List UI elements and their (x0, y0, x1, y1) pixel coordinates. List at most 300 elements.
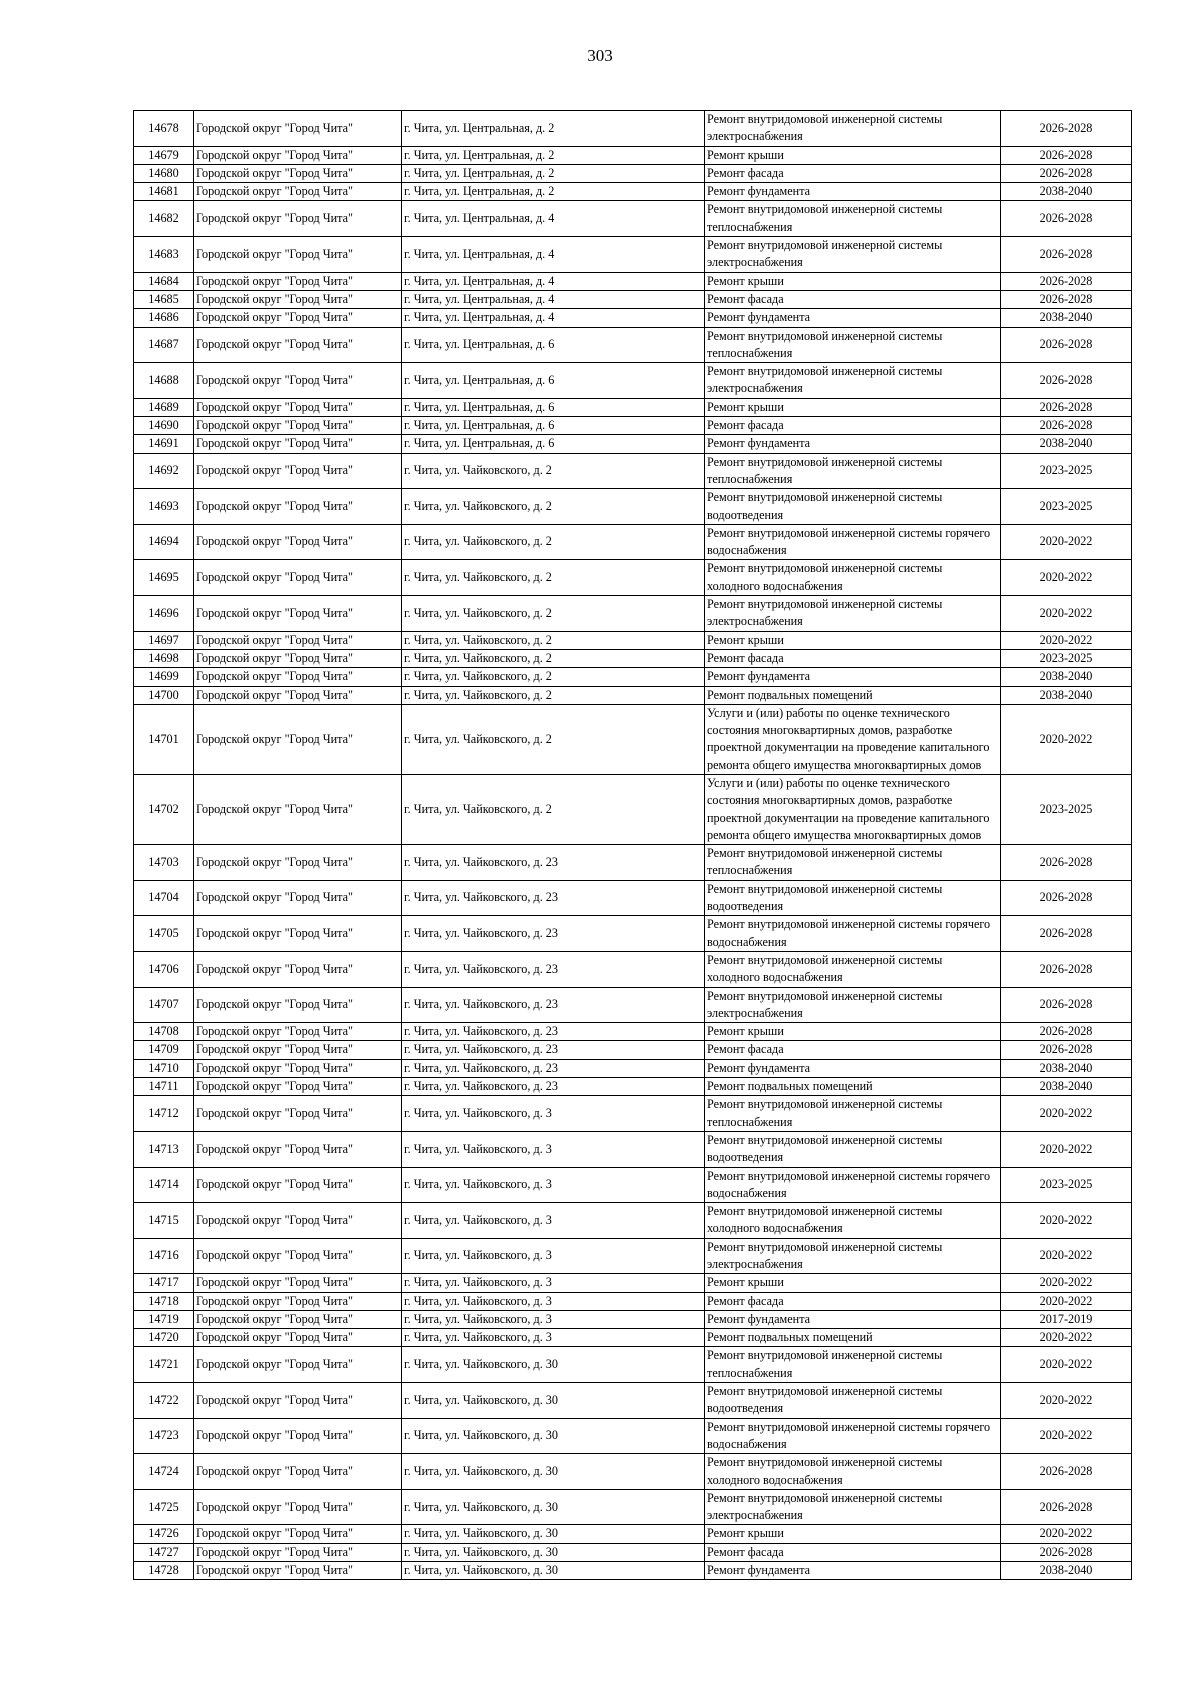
municipality-cell: Городской округ "Город Чита" (194, 1525, 402, 1543)
row-number-cell: 14705 (134, 916, 194, 952)
address-cell: г. Чита, ул. Чайковского, д. 23 (402, 1023, 705, 1041)
work-type-cell: Ремонт крыши (705, 631, 1001, 649)
address-cell: г. Чита, ул. Чайковского, д. 3 (402, 1096, 705, 1132)
work-type-cell: Ремонт крыши (705, 1274, 1001, 1292)
work-type-cell: Ремонт внутридомовой инженерной системы горячего водоснабжения (705, 1167, 1001, 1203)
row-number-cell: 14703 (134, 845, 194, 881)
municipality-cell: Городской округ "Город Чита" (194, 453, 402, 489)
table-row (134, 951, 1132, 987)
municipality-cell: Городской округ "Город Чита" (194, 327, 402, 363)
address-cell: г. Чита, ул. Центральная, д. 4 (402, 201, 705, 237)
address-cell: г. Чита, ул. Чайковского, д. 30 (402, 1347, 705, 1383)
period-cell: 2017-2019 (1001, 1310, 1132, 1328)
table-row (134, 1489, 1132, 1525)
table-row (134, 1167, 1132, 1203)
table-row (134, 668, 1132, 686)
row-number-cell: 14680 (134, 164, 194, 182)
row-number-cell: 14695 (134, 560, 194, 596)
municipality-cell: Городской округ "Город Чита" (194, 596, 402, 632)
period-cell: 2020-2022 (1001, 1096, 1132, 1132)
address-cell: г. Чита, ул. Чайковского, д. 2 (402, 686, 705, 704)
municipality-cell: Городской округ "Город Чита" (194, 1131, 402, 1167)
table-row (134, 111, 1132, 147)
row-number-cell: 14719 (134, 1310, 194, 1328)
work-type-cell: Ремонт фундамента (705, 668, 1001, 686)
municipality-cell: Городской округ "Город Чита" (194, 649, 402, 667)
period-cell: 2026-2028 (1001, 111, 1132, 147)
repair-schedule-table (133, 110, 1132, 1580)
table-row (134, 845, 1132, 881)
table-row (134, 146, 1132, 164)
work-type-cell: Ремонт фасада (705, 164, 1001, 182)
municipality-cell: Городской округ "Город Чита" (194, 631, 402, 649)
table-row (134, 363, 1132, 399)
table-row (134, 1292, 1132, 1310)
row-number-cell: 14679 (134, 146, 194, 164)
address-cell: г. Чита, ул. Чайковского, д. 23 (402, 1059, 705, 1077)
work-type-cell: Ремонт внутридомовой инженерной системы электроснабжения (705, 237, 1001, 273)
row-number-cell: 14704 (134, 880, 194, 916)
work-type-cell: Ремонт внутридомовой инженерной системы водоотведения (705, 489, 1001, 525)
table-row (134, 1059, 1132, 1077)
period-cell: 2026-2028 (1001, 845, 1132, 881)
address-cell: г. Чита, ул. Чайковского, д. 2 (402, 596, 705, 632)
period-cell: 2020-2022 (1001, 631, 1132, 649)
address-cell: г. Чита, ул. Центральная, д. 4 (402, 237, 705, 273)
address-cell: г. Чита, ул. Чайковского, д. 2 (402, 774, 705, 844)
row-number-cell: 14717 (134, 1274, 194, 1292)
municipality-cell: Городской округ "Город Чита" (194, 1238, 402, 1274)
address-cell: г. Чита, ул. Чайковского, д. 23 (402, 987, 705, 1023)
period-cell: 2026-2028 (1001, 916, 1132, 952)
address-cell: г. Чита, ул. Центральная, д. 6 (402, 417, 705, 435)
row-number-cell: 14711 (134, 1078, 194, 1096)
work-type-cell: Ремонт фасада (705, 1292, 1001, 1310)
address-cell: г. Чита, ул. Чайковского, д. 3 (402, 1329, 705, 1347)
address-cell: г. Чита, ул. Центральная, д. 4 (402, 309, 705, 327)
work-type-cell: Ремонт фундамента (705, 183, 1001, 201)
period-cell: 2020-2022 (1001, 1525, 1132, 1543)
address-cell: г. Чита, ул. Чайковского, д. 23 (402, 951, 705, 987)
work-type-cell: Ремонт внутридомовой инженерной системы электроснабжения (705, 1238, 1001, 1274)
work-type-cell: Ремонт внутридомовой инженерной системы холодного водоснабжения (705, 1203, 1001, 1239)
period-cell: 2038-2040 (1001, 1059, 1132, 1077)
address-cell: г. Чита, ул. Чайковского, д. 30 (402, 1383, 705, 1419)
address-cell: г. Чита, ул. Центральная, д. 6 (402, 435, 705, 453)
row-number-cell: 14694 (134, 524, 194, 560)
municipality-cell: Городской округ "Город Чита" (194, 1347, 402, 1383)
municipality-cell: Городской округ "Город Чита" (194, 290, 402, 308)
period-cell: 2038-2040 (1001, 309, 1132, 327)
table-row (134, 237, 1132, 273)
municipality-cell: Городской округ "Город Чита" (194, 111, 402, 147)
table-row (134, 524, 1132, 560)
work-type-cell: Ремонт внутридомовой инженерной системы холодного водоснабжения (705, 560, 1001, 596)
table-row (134, 560, 1132, 596)
municipality-cell: Городской округ "Город Чита" (194, 1292, 402, 1310)
work-type-cell: Ремонт внутридомовой инженерной системы электроснабжения (705, 596, 1001, 632)
period-cell: 2023-2025 (1001, 453, 1132, 489)
table-row (134, 1454, 1132, 1490)
period-cell: 2026-2028 (1001, 1023, 1132, 1041)
table-row (134, 1274, 1132, 1292)
row-number-cell: 14708 (134, 1023, 194, 1041)
address-cell: г. Чита, ул. Чайковского, д. 23 (402, 1041, 705, 1059)
work-type-cell: Ремонт фасада (705, 1543, 1001, 1561)
row-number-cell: 14702 (134, 774, 194, 844)
address-cell: г. Чита, ул. Центральная, д. 2 (402, 164, 705, 182)
table-row (134, 1310, 1132, 1328)
table-row (134, 1023, 1132, 1041)
row-number-cell: 14722 (134, 1383, 194, 1419)
row-number-cell: 14724 (134, 1454, 194, 1490)
municipality-cell: Городской округ "Город Чита" (194, 524, 402, 560)
municipality-cell: Городской округ "Город Чита" (194, 1203, 402, 1239)
period-cell: 2020-2022 (1001, 1418, 1132, 1454)
municipality-cell: Городской округ "Город Чита" (194, 1059, 402, 1077)
address-cell: г. Чита, ул. Центральная, д. 2 (402, 111, 705, 147)
row-number-cell: 14712 (134, 1096, 194, 1132)
period-cell: 2020-2022 (1001, 1131, 1132, 1167)
address-cell: г. Чита, ул. Чайковского, д. 2 (402, 524, 705, 560)
municipality-cell: Городской округ "Город Чита" (194, 237, 402, 273)
work-type-cell: Ремонт внутридомовой инженерной системы водоотведения (705, 880, 1001, 916)
row-number-cell: 14716 (134, 1238, 194, 1274)
table-body (134, 111, 1132, 1580)
table-row (134, 1347, 1132, 1383)
municipality-cell: Городской округ "Город Чита" (194, 398, 402, 416)
table-row (134, 398, 1132, 416)
municipality-cell: Городской округ "Город Чита" (194, 1274, 402, 1292)
work-type-cell: Ремонт внутридомовой инженерной системы горячего водоснабжения (705, 524, 1001, 560)
work-type-cell: Ремонт крыши (705, 1023, 1001, 1041)
table-row (134, 489, 1132, 525)
address-cell: г. Чита, ул. Чайковского, д. 30 (402, 1454, 705, 1490)
municipality-cell: Городской округ "Город Чита" (194, 1096, 402, 1132)
address-cell: г. Чита, ул. Чайковского, д. 3 (402, 1274, 705, 1292)
municipality-cell: Городской округ "Город Чита" (194, 1329, 402, 1347)
address-cell: г. Чита, ул. Центральная, д. 6 (402, 398, 705, 416)
period-cell: 2023-2025 (1001, 649, 1132, 667)
row-number-cell: 14700 (134, 686, 194, 704)
table-row (134, 290, 1132, 308)
municipality-cell: Городской округ "Город Чита" (194, 164, 402, 182)
row-number-cell: 14693 (134, 489, 194, 525)
table-row (134, 417, 1132, 435)
work-type-cell: Ремонт подвальных помещений (705, 1329, 1001, 1347)
work-type-cell: Ремонт фундамента (705, 309, 1001, 327)
row-number-cell: 14727 (134, 1543, 194, 1561)
table-row (134, 1078, 1132, 1096)
table-row (134, 1131, 1132, 1167)
work-type-cell: Ремонт крыши (705, 398, 1001, 416)
period-cell: 2026-2028 (1001, 272, 1132, 290)
row-number-cell: 14721 (134, 1347, 194, 1383)
address-cell: г. Чита, ул. Чайковского, д. 3 (402, 1310, 705, 1328)
period-cell: 2026-2028 (1001, 164, 1132, 182)
period-cell: 2026-2028 (1001, 1489, 1132, 1525)
period-cell: 2038-2040 (1001, 668, 1132, 686)
table-row (134, 1041, 1132, 1059)
work-type-cell: Ремонт подвальных помещений (705, 686, 1001, 704)
row-number-cell: 14718 (134, 1292, 194, 1310)
table-row (134, 272, 1132, 290)
address-cell: г. Чита, ул. Центральная, д. 4 (402, 290, 705, 308)
period-cell: 2026-2028 (1001, 880, 1132, 916)
address-cell: г. Чита, ул. Чайковского, д. 23 (402, 916, 705, 952)
row-number-cell: 14715 (134, 1203, 194, 1239)
table-row (134, 1203, 1132, 1239)
row-number-cell: 14720 (134, 1329, 194, 1347)
table-row (134, 183, 1132, 201)
period-cell: 2020-2022 (1001, 596, 1132, 632)
period-cell: 2020-2022 (1001, 1203, 1132, 1239)
row-number-cell: 14725 (134, 1489, 194, 1525)
address-cell: г. Чита, ул. Чайковского, д. 30 (402, 1418, 705, 1454)
table-row (134, 686, 1132, 704)
row-number-cell: 14678 (134, 111, 194, 147)
table-row (134, 631, 1132, 649)
row-number-cell: 14683 (134, 237, 194, 273)
row-number-cell: 14697 (134, 631, 194, 649)
address-cell: г. Чита, ул. Чайковского, д. 2 (402, 649, 705, 667)
table-row (134, 1525, 1132, 1543)
work-type-cell: Ремонт фундамента (705, 1059, 1001, 1077)
address-cell: г. Чита, ул. Центральная, д. 2 (402, 146, 705, 164)
row-number-cell: 14688 (134, 363, 194, 399)
work-type-cell: Ремонт фасада (705, 417, 1001, 435)
work-type-cell: Услуги и (или) работы по оценке технического состояния многоквартирных домов, разработке проектной документации на проведение капитального ремонта общего имущества многоквартирных домов (705, 774, 1001, 844)
address-cell: г. Чита, ул. Чайковского, д. 23 (402, 1078, 705, 1096)
municipality-cell: Городской округ "Город Чита" (194, 880, 402, 916)
period-cell: 2026-2028 (1001, 290, 1132, 308)
period-cell: 2020-2022 (1001, 524, 1132, 560)
municipality-cell: Городской округ "Город Чита" (194, 845, 402, 881)
work-type-cell: Ремонт крыши (705, 1525, 1001, 1543)
municipality-cell: Городской округ "Город Чита" (194, 1454, 402, 1490)
row-number-cell: 14706 (134, 951, 194, 987)
municipality-cell: Городской округ "Город Чита" (194, 1167, 402, 1203)
table-row (134, 435, 1132, 453)
row-number-cell: 14699 (134, 668, 194, 686)
work-type-cell: Ремонт внутридомовой инженерной системы горячего водоснабжения (705, 916, 1001, 952)
address-cell: г. Чита, ул. Чайковского, д. 2 (402, 668, 705, 686)
row-number-cell: 14682 (134, 201, 194, 237)
address-cell: г. Чита, ул. Чайковского, д. 2 (402, 704, 705, 774)
period-cell: 2038-2040 (1001, 686, 1132, 704)
work-type-cell: Ремонт внутридомовой инженерной системы водоотведения (705, 1131, 1001, 1167)
work-type-cell: Ремонт внутридомовой инженерной системы электроснабжения (705, 363, 1001, 399)
row-number-cell: 14714 (134, 1167, 194, 1203)
work-type-cell: Ремонт фундамента (705, 1310, 1001, 1328)
work-type-cell: Ремонт внутридомовой инженерной системы теплоснабжения (705, 201, 1001, 237)
work-type-cell: Ремонт фасада (705, 290, 1001, 308)
table-row (134, 704, 1132, 774)
period-cell: 2038-2040 (1001, 1078, 1132, 1096)
municipality-cell: Городской округ "Город Чита" (194, 686, 402, 704)
table-row (134, 1096, 1132, 1132)
work-type-cell: Услуги и (или) работы по оценке технического состояния многоквартирных домов, разработке проектной документации на проведение капитального ремонта общего имущества многоквартирных домов (705, 704, 1001, 774)
work-type-cell: Ремонт фундамента (705, 1562, 1001, 1580)
table-row (134, 916, 1132, 952)
municipality-cell: Городской округ "Город Чита" (194, 1310, 402, 1328)
row-number-cell: 14687 (134, 327, 194, 363)
row-number-cell: 14707 (134, 987, 194, 1023)
municipality-cell: Городской округ "Город Чита" (194, 309, 402, 327)
period-cell: 2020-2022 (1001, 560, 1132, 596)
period-cell: 2026-2028 (1001, 398, 1132, 416)
address-cell: г. Чита, ул. Чайковского, д. 2 (402, 560, 705, 596)
period-cell: 2026-2028 (1001, 417, 1132, 435)
address-cell: г. Чита, ул. Центральная, д. 6 (402, 363, 705, 399)
page-number: 303 (587, 46, 613, 65)
municipality-cell: Городской округ "Город Чита" (194, 951, 402, 987)
municipality-cell: Городской округ "Город Чита" (194, 201, 402, 237)
period-cell: 2038-2040 (1001, 1562, 1132, 1580)
work-type-cell: Ремонт подвальных помещений (705, 1078, 1001, 1096)
period-cell: 2020-2022 (1001, 1292, 1132, 1310)
row-number-cell: 14710 (134, 1059, 194, 1077)
table-row (134, 596, 1132, 632)
row-number-cell: 14690 (134, 417, 194, 435)
municipality-cell: Городской округ "Город Чита" (194, 1418, 402, 1454)
municipality-cell: Городской округ "Город Чита" (194, 1543, 402, 1561)
period-cell: 2038-2040 (1001, 435, 1132, 453)
municipality-cell: Городской округ "Город Чита" (194, 183, 402, 201)
municipality-cell: Городской округ "Город Чита" (194, 1383, 402, 1419)
table-row (134, 1543, 1132, 1561)
row-number-cell: 14696 (134, 596, 194, 632)
municipality-cell: Городской округ "Город Чита" (194, 1041, 402, 1059)
period-cell: 2038-2040 (1001, 183, 1132, 201)
work-type-cell: Ремонт фундамента (705, 435, 1001, 453)
table-row (134, 1238, 1132, 1274)
address-cell: г. Чита, ул. Чайковского, д. 30 (402, 1543, 705, 1561)
address-cell: г. Чита, ул. Чайковского, д. 30 (402, 1562, 705, 1580)
address-cell: г. Чита, ул. Чайковского, д. 2 (402, 453, 705, 489)
row-number-cell: 14692 (134, 453, 194, 489)
table-row (134, 774, 1132, 844)
period-cell: 2026-2028 (1001, 237, 1132, 273)
row-number-cell: 14709 (134, 1041, 194, 1059)
work-type-cell: Ремонт крыши (705, 272, 1001, 290)
municipality-cell: Городской округ "Город Чита" (194, 560, 402, 596)
address-cell: г. Чита, ул. Центральная, д. 6 (402, 327, 705, 363)
table-row (134, 1383, 1132, 1419)
work-type-cell: Ремонт внутридомовой инженерной системы теплоснабжения (705, 845, 1001, 881)
period-cell: 2020-2022 (1001, 1238, 1132, 1274)
period-cell: 2026-2028 (1001, 363, 1132, 399)
work-type-cell: Ремонт фасада (705, 1041, 1001, 1059)
municipality-cell: Городской округ "Город Чита" (194, 987, 402, 1023)
address-cell: г. Чита, ул. Чайковского, д. 3 (402, 1131, 705, 1167)
table-row (134, 453, 1132, 489)
address-cell: г. Чита, ул. Чайковского, д. 2 (402, 489, 705, 525)
row-number-cell: 14685 (134, 290, 194, 308)
row-number-cell: 14684 (134, 272, 194, 290)
municipality-cell: Городской округ "Город Чита" (194, 916, 402, 952)
municipality-cell: Городской округ "Город Чита" (194, 1078, 402, 1096)
address-cell: г. Чита, ул. Чайковского, д. 3 (402, 1203, 705, 1239)
period-cell: 2020-2022 (1001, 1383, 1132, 1419)
period-cell: 2026-2028 (1001, 1041, 1132, 1059)
row-number-cell: 14689 (134, 398, 194, 416)
work-type-cell: Ремонт внутридомовой инженерной системы холодного водоснабжения (705, 1454, 1001, 1490)
period-cell: 2026-2028 (1001, 327, 1132, 363)
row-number-cell: 14728 (134, 1562, 194, 1580)
address-cell: г. Чита, ул. Чайковского, д. 3 (402, 1167, 705, 1203)
period-cell: 2020-2022 (1001, 1274, 1132, 1292)
municipality-cell: Городской округ "Город Чита" (194, 704, 402, 774)
row-number-cell: 14698 (134, 649, 194, 667)
table-row (134, 309, 1132, 327)
row-number-cell: 14701 (134, 704, 194, 774)
address-cell: г. Чита, ул. Чайковского, д. 30 (402, 1489, 705, 1525)
address-cell: г. Чита, ул. Чайковского, д. 3 (402, 1292, 705, 1310)
municipality-cell: Городской округ "Город Чита" (194, 435, 402, 453)
municipality-cell: Городской округ "Город Чита" (194, 363, 402, 399)
work-type-cell: Ремонт внутридомовой инженерной системы горячего водоснабжения (705, 1418, 1001, 1454)
work-type-cell: Ремонт внутридомовой инженерной системы холодного водоснабжения (705, 951, 1001, 987)
row-number-cell: 14723 (134, 1418, 194, 1454)
address-cell: г. Чита, ул. Чайковского, д. 23 (402, 880, 705, 916)
municipality-cell: Городской округ "Город Чита" (194, 774, 402, 844)
period-cell: 2023-2025 (1001, 774, 1132, 844)
address-cell: г. Чита, ул. Чайковского, д. 2 (402, 631, 705, 649)
address-cell: г. Чита, ул. Центральная, д. 4 (402, 272, 705, 290)
work-type-cell: Ремонт внутридомовой инженерной системы теплоснабжения (705, 1347, 1001, 1383)
address-cell: г. Чита, ул. Чайковского, д. 23 (402, 845, 705, 881)
table-row (134, 649, 1132, 667)
address-cell: г. Чита, ул. Чайковского, д. 3 (402, 1238, 705, 1274)
work-type-cell: Ремонт внутридомовой инженерной системы электроснабжения (705, 987, 1001, 1023)
period-cell: 2020-2022 (1001, 1329, 1132, 1347)
work-type-cell: Ремонт внутридомовой инженерной системы теплоснабжения (705, 1096, 1001, 1132)
period-cell: 2020-2022 (1001, 1347, 1132, 1383)
row-number-cell: 14681 (134, 183, 194, 201)
table-row (134, 1329, 1132, 1347)
table-row (134, 164, 1132, 182)
municipality-cell: Городской округ "Город Чита" (194, 1489, 402, 1525)
period-cell: 2023-2025 (1001, 1167, 1132, 1203)
period-cell: 2026-2028 (1001, 201, 1132, 237)
work-type-cell: Ремонт внутридомовой инженерной системы теплоснабжения (705, 453, 1001, 489)
municipality-cell: Городской округ "Город Чита" (194, 1023, 402, 1041)
row-number-cell: 14726 (134, 1525, 194, 1543)
work-type-cell: Ремонт внутридомовой инженерной системы электроснабжения (705, 1489, 1001, 1525)
table-row (134, 201, 1132, 237)
table-row (134, 1418, 1132, 1454)
work-type-cell: Ремонт крыши (705, 146, 1001, 164)
table-row (134, 327, 1132, 363)
municipality-cell: Городской округ "Город Чита" (194, 272, 402, 290)
municipality-cell: Городской округ "Город Чита" (194, 417, 402, 435)
table-row (134, 1562, 1132, 1580)
table-row (134, 987, 1132, 1023)
table-row (134, 880, 1132, 916)
municipality-cell: Городской округ "Город Чита" (194, 489, 402, 525)
period-cell: 2020-2022 (1001, 704, 1132, 774)
period-cell: 2026-2028 (1001, 951, 1132, 987)
address-cell: г. Чита, ул. Чайковского, д. 30 (402, 1525, 705, 1543)
row-number-cell: 14686 (134, 309, 194, 327)
work-type-cell: Ремонт внутридомовой инженерной системы водоотведения (705, 1383, 1001, 1419)
municipality-cell: Городской округ "Город Чита" (194, 146, 402, 164)
municipality-cell: Городской округ "Город Чита" (194, 668, 402, 686)
work-type-cell: Ремонт внутридомовой инженерной системы электроснабжения (705, 111, 1001, 147)
period-cell: 2026-2028 (1001, 146, 1132, 164)
period-cell: 2026-2028 (1001, 1543, 1132, 1561)
